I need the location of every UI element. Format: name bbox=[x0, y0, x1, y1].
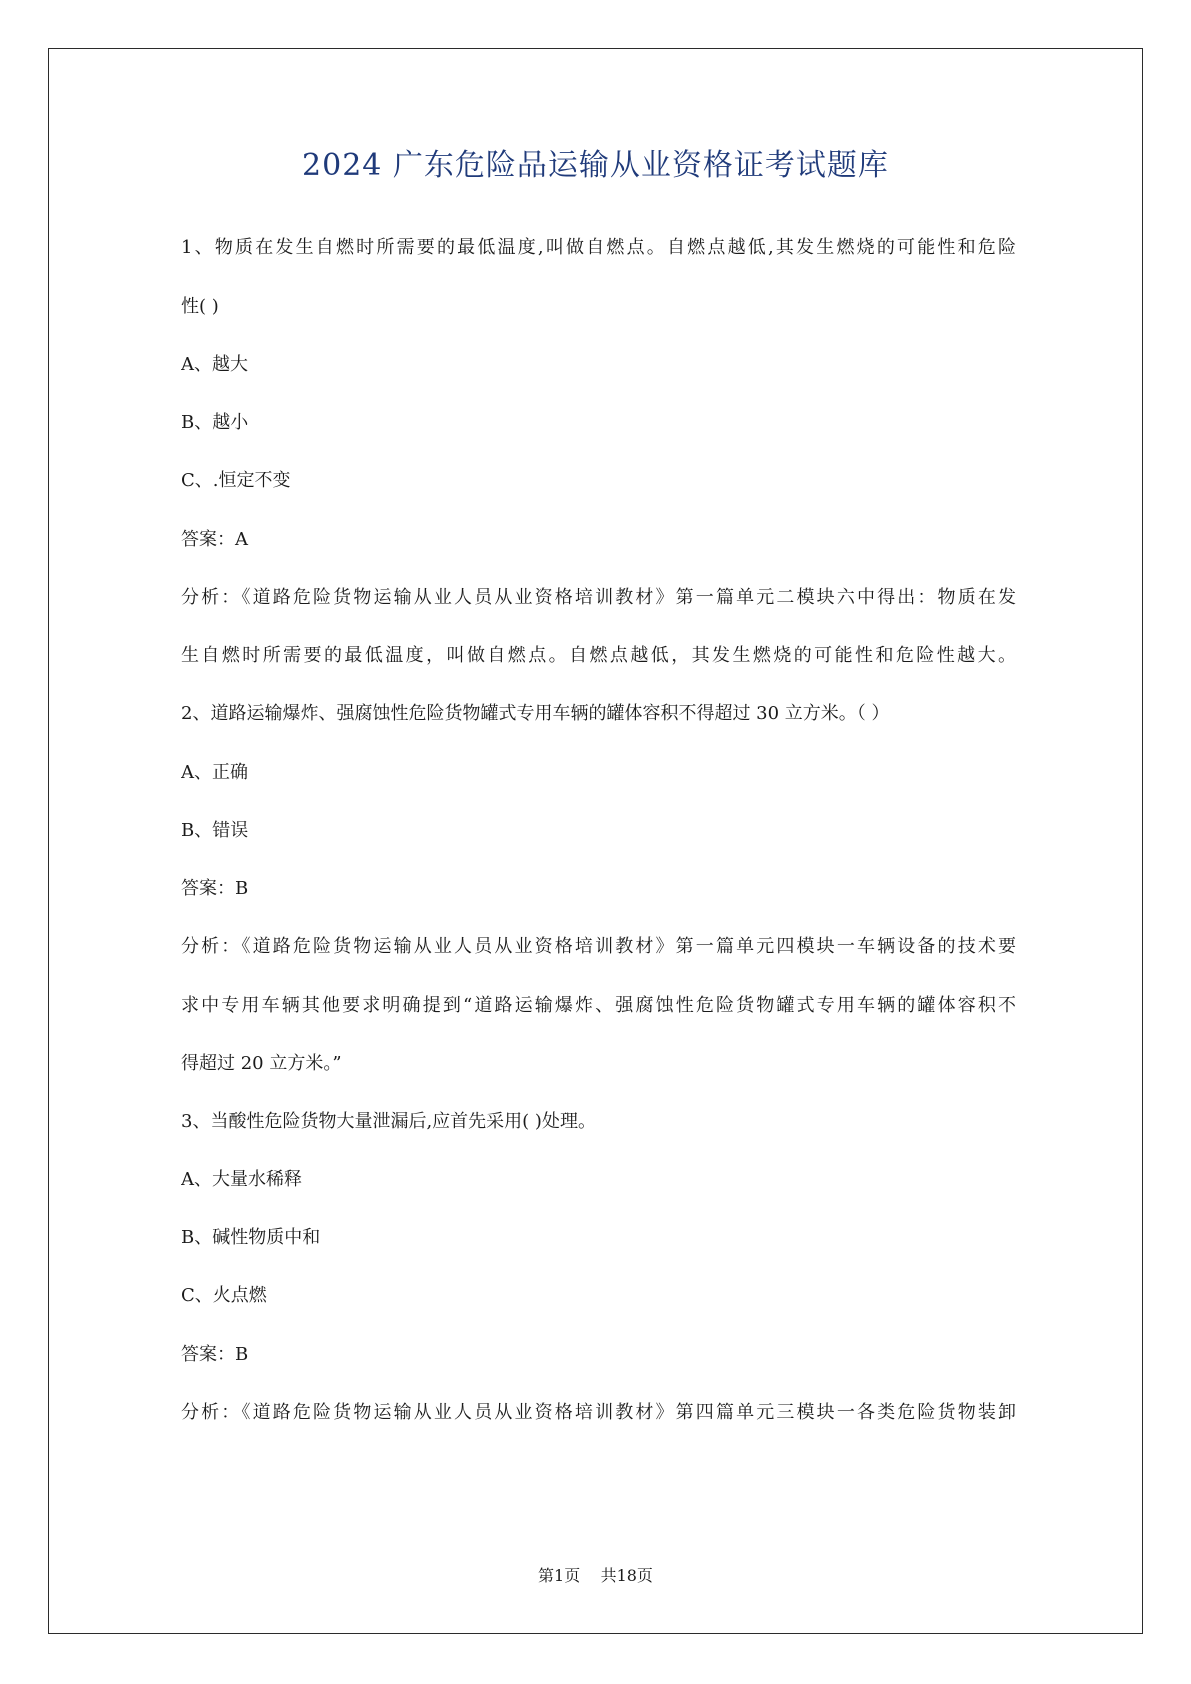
q1-analysis-line-1: 分析：《道路危险货物运输从业人员从业资格培训教材》第一篇单元二模块六中得出：物质在发 bbox=[181, 587, 1016, 608]
q2-analysis-line-2: 求中专用车辆其他要求明确提到“道路运输爆炸、强腐蚀性危险货物罐式专用车辆的罐体容积不 bbox=[181, 995, 1016, 1016]
q1-stem-line-2: 性( ) bbox=[181, 296, 219, 317]
q3-analysis-line-1: 分析：《道路危险货物运输从业人员从业资格培训教材》第四篇单元三模块一各类危险货物装卸 bbox=[181, 1402, 1016, 1423]
q2-analysis-line-1: 分析：《道路危险货物运输从业人员从业资格培训教材》第一篇单元四模块一车辆设备的技术要 bbox=[181, 936, 1016, 957]
q2-option-b: B、错误 bbox=[181, 820, 249, 841]
q1-option-a: A、越大 bbox=[181, 354, 248, 375]
q3-stem-line-1: 3、当酸性危险货物大量泄漏后,应首先采用( )处理。 bbox=[181, 1111, 596, 1132]
q2-option-a: A、正确 bbox=[181, 762, 248, 783]
q3-option-c: C、火点燃 bbox=[181, 1285, 267, 1306]
document-title: 2024 广东危险品运输从业资格证考试题库 bbox=[302, 148, 889, 183]
q1-option-b: B、越小 bbox=[181, 412, 249, 433]
q2-analysis-line-3: 得超过 20 立方米。” bbox=[181, 1053, 342, 1074]
page-footer: 第1页 共18页 bbox=[538, 1566, 653, 1585]
q1-stem-line-1: 1、物质在发生自燃时所需要的最低温度,叫做自燃点。自燃点越低,其发生燃烧的可能性和危险 bbox=[181, 237, 1016, 258]
q1-analysis-line-2: 生自燃时所需要的最低温度，叫做自燃点。自燃点越低，其发生燃烧的可能性和危险性越大。 bbox=[181, 645, 1016, 666]
q1-answer: 答案：A bbox=[181, 529, 248, 550]
q3-option-b: B、碱性物质中和 bbox=[181, 1227, 321, 1248]
q2-stem-line-1: 2、道路运输爆炸、强腐蚀性危险货物罐式专用车辆的罐体容积不得超过 30 立方米。（ ） bbox=[181, 703, 890, 724]
q3-answer: 答案：B bbox=[181, 1344, 249, 1365]
q3-option-a: A、大量水稀释 bbox=[181, 1169, 302, 1190]
q1-option-c: C、.恒定不变 bbox=[181, 470, 291, 491]
q2-answer: 答案：B bbox=[181, 878, 249, 899]
